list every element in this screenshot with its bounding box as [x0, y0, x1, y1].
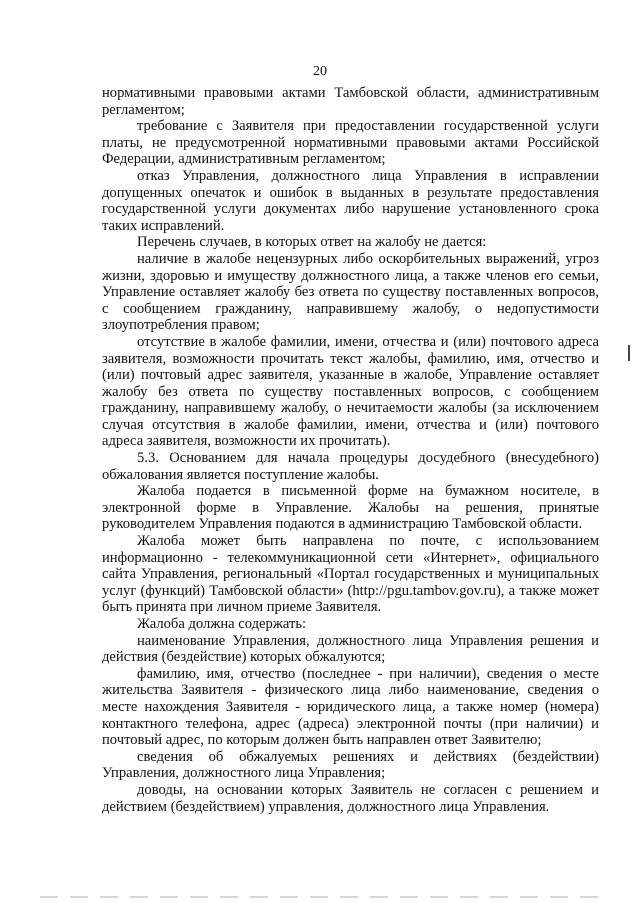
paragraph: Перечень случаев, в которых ответ на жалобу не дается:	[137, 234, 487, 251]
paragraph: доводы, на основании которых Заявитель не согласен с решением и действием (бездействием) управления, должностного лица Управления.	[102, 781, 599, 815]
paragraph: фамилию, имя, отчество (последнее - при наличии), сведения о месте жительства Заявителя - физического лица либо наименование, сведения о месте нахождения Заявителя - юридического лица, а также номер (номера) контактного телефона, адрес (адреса) электронной почты (при наличии) и почтовый адрес, по которым должен быть направлен ответ Заявителю;	[102, 665, 599, 749]
scan-margin-mark	[628, 345, 630, 361]
document-body	[102, 85, 599, 815]
paragraph: отказ Управления, должностного лица Управления в исправлении допущенных опечаток и ошибок в выданных в результате предоставления государственной услуги документах либо нарушение установленного срока таких исправлений.	[102, 167, 599, 234]
paragraph: отсутствие в жалобе фамилии, имени, отчества и (или) почтового адреса заявителя, возможности прочитать текст жалобы, фамилию, имя, отчество и (или) почтовый адрес заявителя, указанные в жалобе, Управление оставляет жалобу без ответа по существу поставленных вопросов, с сообщением гражданину, направившему жалобу, о нечитаемости жалобы (за исключением случая отсутствия в жалобе фамилии, имени, отчества и (или) почтового адреса заявителя, возможности их прочитать).	[102, 333, 599, 450]
paragraph: Жалоба может быть направлена по почте, с использованием информационно - телекоммуникационной сети «Интернет», официального сайта Управления, региональный «Портал государственных и муниципальных услуг (функций) Тамбовской области» (http://pgu.tambov.gov.ru), а также может быть принята при личном приеме Заявителя.	[102, 533, 599, 616]
paragraph: Жалоба подается в письменной форме на бумажном носителе, в электронной форме в Управление. Жалобы на решения, принятые руководителем Управления подаются в администрацию Тамбовской области.	[102, 483, 599, 533]
paragraph: требование с Заявителя при предоставлении государственной услуги платы, не предусмотренной нормативными правовыми актами Российской Федерации, административным регламентом;	[102, 118, 599, 168]
paragraph: Жалоба должна содержать:	[137, 616, 307, 632]
page-number: 20	[313, 64, 327, 79]
paragraph: нормативными правовыми актами Тамбовской области, административным регламентом;	[102, 85, 599, 118]
paragraph: 5.3. Основанием для начала процедуры досудебного (внесудебного) обжалования является поступление жалобы.	[102, 450, 599, 483]
scan-bottom-artifact	[40, 896, 600, 898]
paragraph: наименование Управления, должностного лица Управления решения и действия (бездействие) которых обжалуются;	[102, 632, 599, 666]
paragraph: сведения об обжалуемых решениях и действиях (бездействии) Управления, должностного лица Управления;	[102, 748, 599, 782]
paragraph: наличие в жалобе нецензурных либо оскорбительных выражений, угроз жизни, здоровью и имуществу должностного лица, а также членов его семьи, Управление оставляет жалобу без ответа по существу поставленных вопросов, с сообщением гражданину, направившему жалобу, о недопустимости злоупотребления правом;	[102, 250, 599, 334]
